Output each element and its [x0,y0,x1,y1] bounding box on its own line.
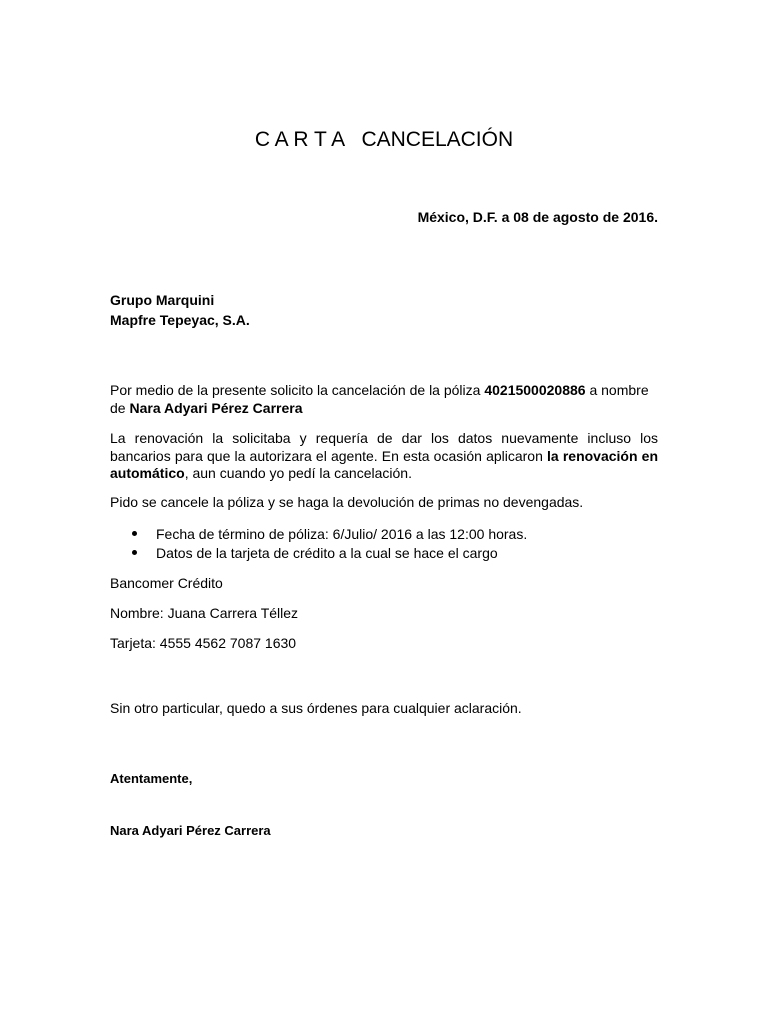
bank-name: Bancomer Crédito [110,575,223,591]
policy-number: 4021500020886 [484,382,586,398]
signature-name: Nara Adyari Pérez Carrera [110,823,271,838]
closing-line: Sin otro particular, quedo a sus órdenes para cualquier aclaración. [110,700,522,716]
paragraph-text: La renovación la solicitaba y requería de dar los datos nuevamente incluso los bancarios para que la autorizara el agente. En esta ocasión aplicaron [110,430,658,464]
cardholder-name: Nombre: Juana Carrera Téllez [110,605,299,621]
insured-name: Nara Adyari Pérez Carrera [129,399,303,416]
letter-title: C A R T A CANCELACIÓN [254,128,514,151]
paragraph-text: Por medio de la presente solicito la cancelación de la póliza [110,382,485,398]
card-number: Tarjeta: 4555 4562 7087 1630 [110,635,297,651]
refund-paragraph: Pido se cancele la póliza y se haga la devolución de primas no devengadas. [110,494,584,510]
paragraph-text: , aun cuando yo pedí la cancelación. [184,465,412,481]
list-item [110,525,658,543]
renewal-bold-phrase: la renovación en automático [110,447,659,481]
date-line: México, D.F. a 08 de agosto de 2016. [417,209,658,225]
list-item-text: Fecha de término de póliza: 6/Julio/ 2016 a las 12:00 horas. [156,526,528,542]
list-item [110,544,658,562]
details-list [110,525,658,563]
cancellation-request-paragraph [110,382,658,417]
renewal-paragraph [110,430,658,483]
recipient-insurer: Mapfre Tepeyac, S.A. [110,312,250,328]
regards-line: Atentamente, [110,771,193,786]
recipient-company: Grupo Marquini [110,292,215,308]
bullet-icon [132,531,137,536]
bullet-icon [132,550,137,555]
list-item-text: Datos de la tarjeta de crédito a la cual se hace el cargo [156,545,498,561]
paragraph-text: a nombre de [110,382,649,416]
